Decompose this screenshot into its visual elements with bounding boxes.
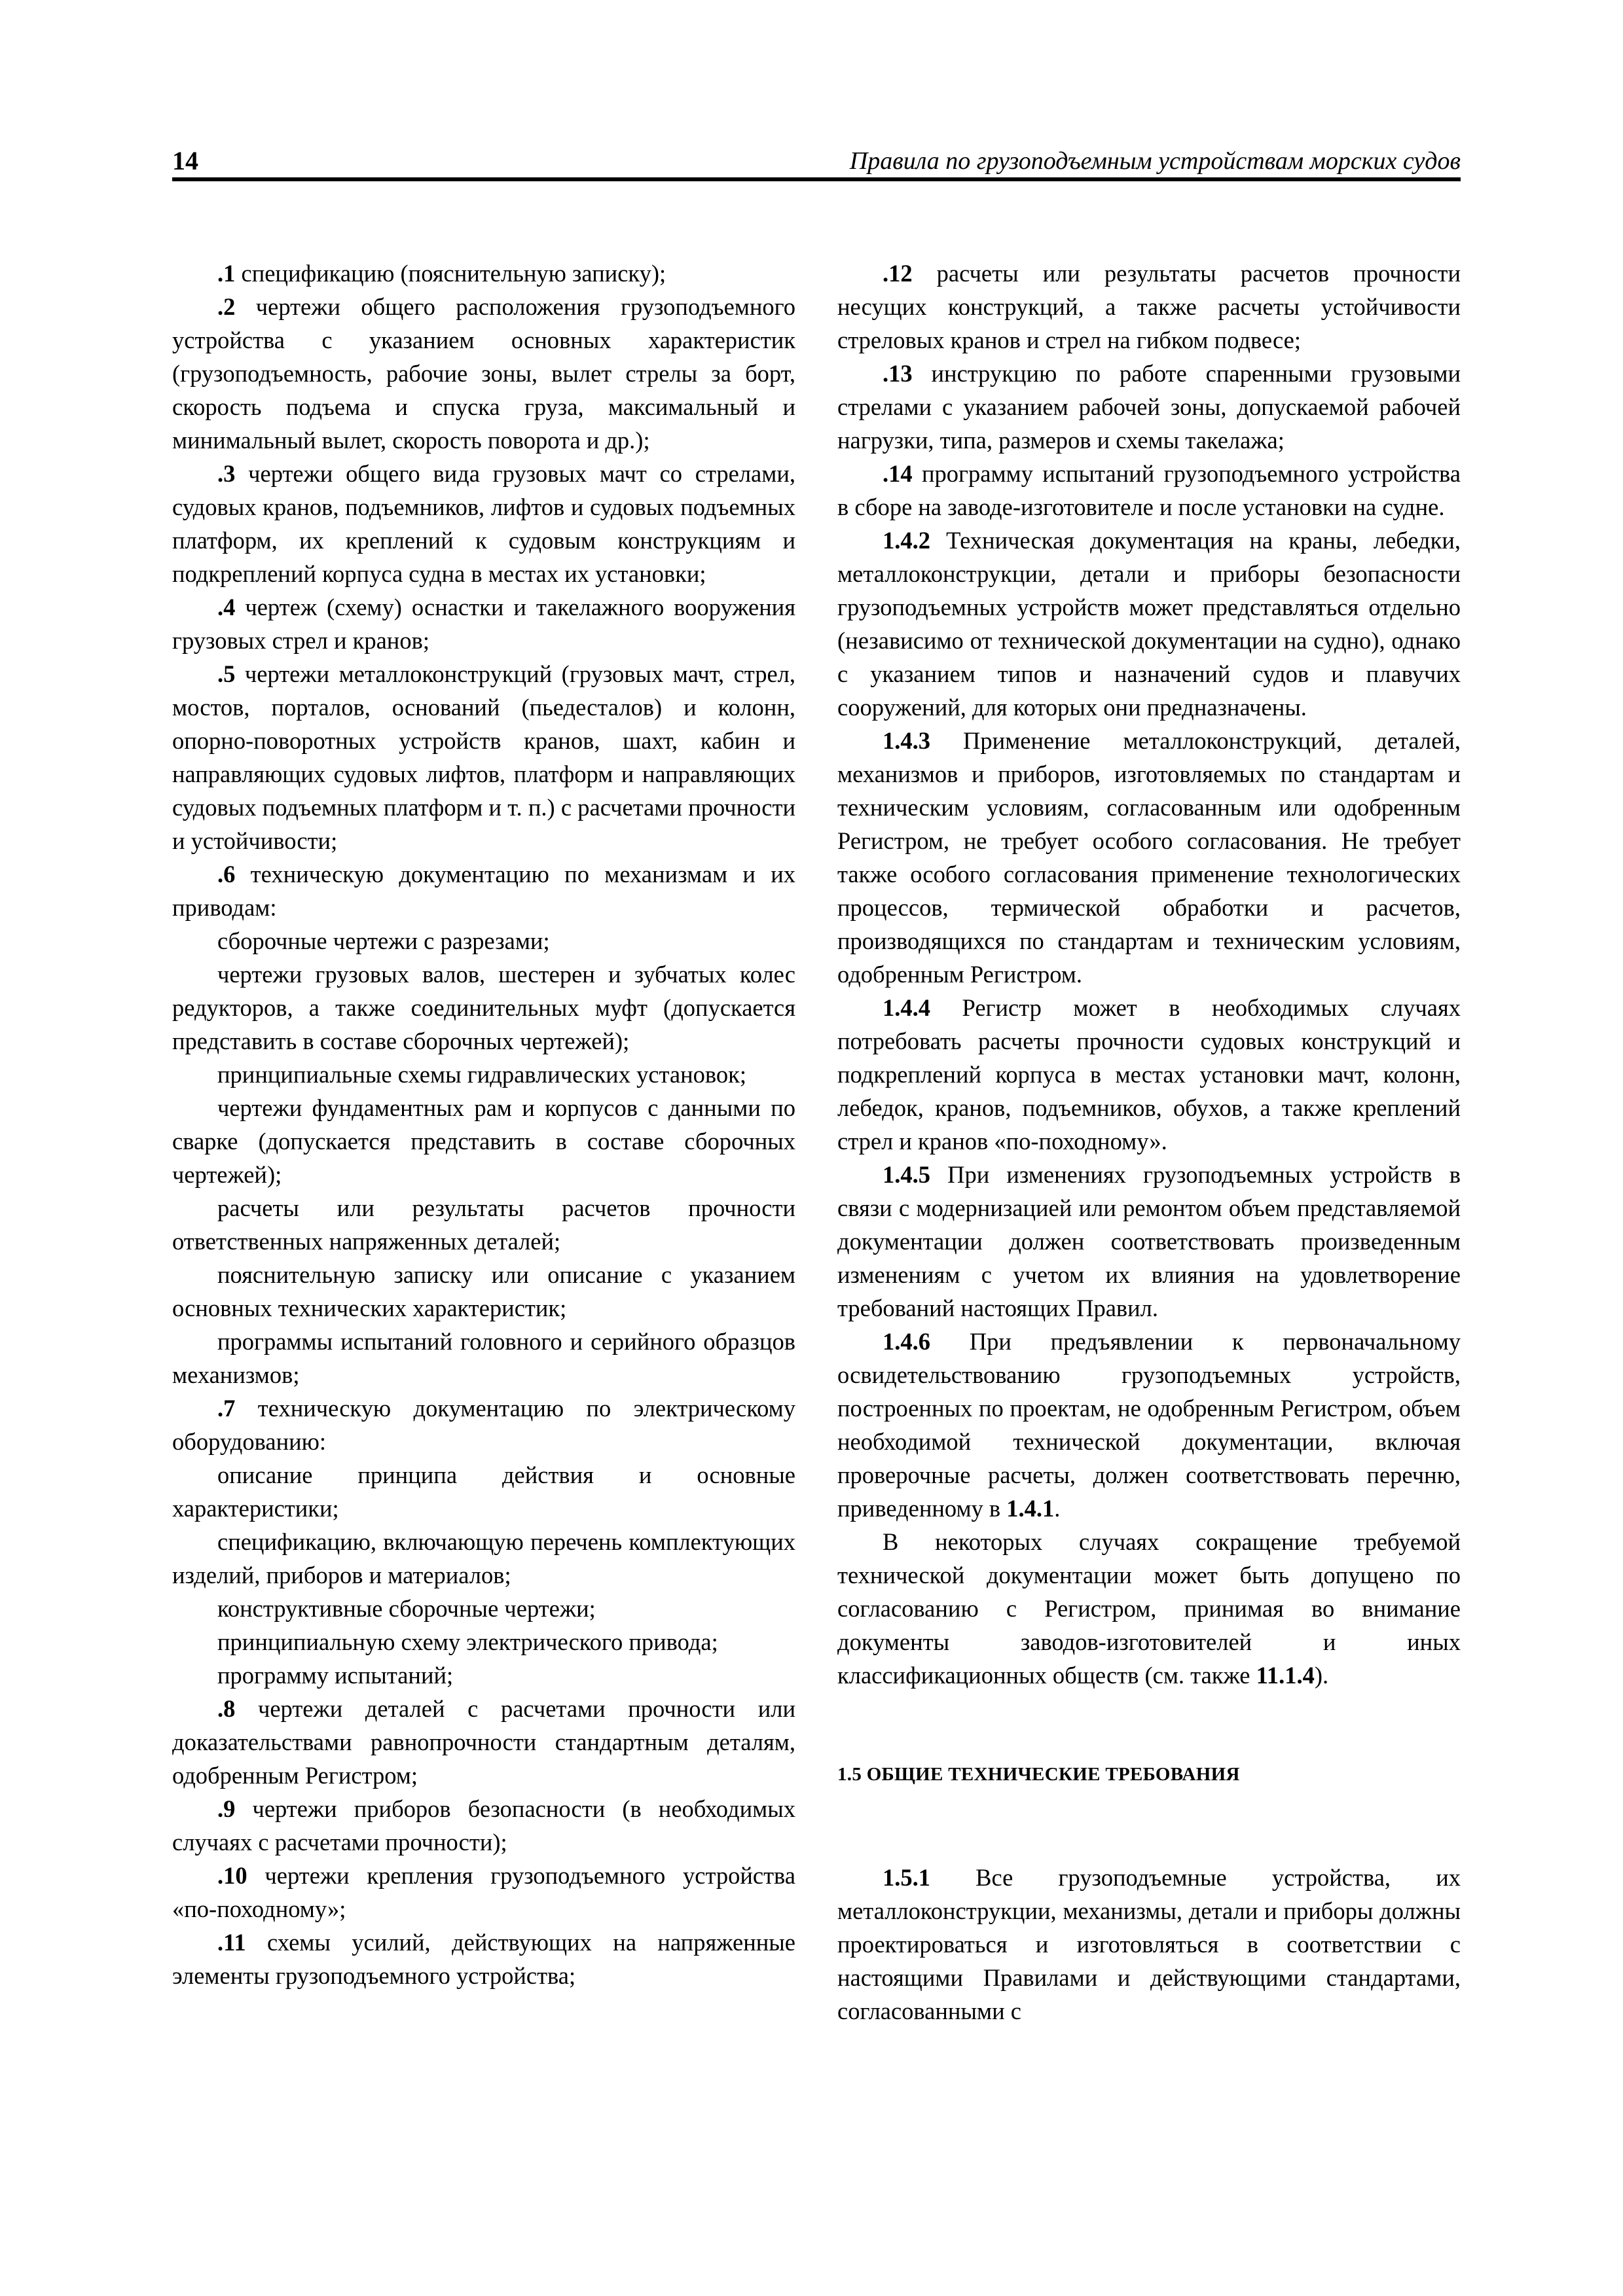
item-number: .11	[217, 1929, 246, 1956]
running-title: Правила по грузоподъемным устройствам морских судов	[849, 147, 1461, 175]
list-item	[172, 1659, 795, 1692]
list-item	[172, 1091, 795, 1191]
item-text: чертежи крепления грузоподъемного устройства «по-походному»;	[172, 1862, 795, 1922]
item-text: чертежи грузовых валов, шестерен и зубчатых колес редукторов, а также соединительных муфт (допускается представить в составе сборочных чертежей);	[172, 961, 795, 1054]
item-text: Техническая документация на краны, лебедки, металлоконструкции, детали и приборы безопасности грузоподъемных устройств может представляться отдельно (независимо от технической документации на судно), однако с указанием типов и назначений судов и плавучих сооружений, для которых они предназначены.	[837, 527, 1461, 721]
item-number: 1.4.4	[883, 994, 930, 1021]
item-number: .6	[217, 861, 236, 888]
cross-reference: 1.4.1	[1006, 1495, 1055, 1522]
list-item	[172, 657, 795, 857]
list-item	[837, 1325, 1461, 1525]
list-item	[172, 958, 795, 1058]
item-number: .3	[217, 460, 236, 487]
cross-reference: 11.1.4	[1256, 1662, 1315, 1689]
item-number: .2	[217, 293, 236, 320]
item-text: техническую документацию по механизмам и их приводам:	[172, 861, 795, 921]
item-text: расчеты или результаты расчетов прочности несущих конструкций, а также расчеты устойчивости стреловых кранов и стрел на гибком подвесе;	[837, 260, 1461, 353]
item-text: конструктивные сборочные чертежи;	[217, 1595, 596, 1622]
item-text: описание принципа действия и основные характеристики;	[172, 1462, 795, 1522]
item-text: программу испытаний грузоподъемного устройства в сборе на заводе-изготовителе и после установки на судне.	[837, 460, 1461, 520]
list-item	[172, 290, 795, 457]
left-column	[172, 257, 795, 1992]
item-number: .1	[217, 260, 236, 287]
list-item	[837, 1525, 1461, 1692]
item-number: .10	[217, 1862, 247, 1889]
item-number: .8	[217, 1695, 236, 1722]
item-number: 1.4.2	[883, 527, 930, 554]
item-text: При изменениях грузоподъемных устройств в связи с модернизацией или ремонтом объем представляемой документации должен соответствовать произведенным изменениям с учетом их влияния на удовлетворение требований настоящих Правил.	[837, 1161, 1461, 1321]
item-text: программы испытаний головного и серийного образцов механизмов;	[172, 1328, 795, 1388]
item-text: Применение металлоконструкций, деталей, механизмов и приборов, изготовляемых по стандартам и техническим условиям, согласованным или одобренным Регистром, не требует особого согласования. Не требует также особого согласования применение технологических процессов, термической обработки и расчетов, производящихся по стандартам и техническим условиям, одобренным Регистром.	[837, 727, 1461, 988]
item-text: инструкцию по работе спаренными грузовыми стрелами с указанием рабочей зоны, допускаемой рабочей нагрузки, типа, размеров и схемы такелажа;	[837, 360, 1461, 454]
item-number: .7	[217, 1395, 236, 1422]
item-number: .4	[217, 594, 236, 620]
item-number: .14	[883, 460, 913, 487]
section-paragraph	[837, 1861, 1461, 2028]
item-text: схемы усилий, действующих на напряженные элементы грузоподъемного устройства;	[172, 1929, 795, 1989]
paragraph-number: 1.5.1	[883, 1864, 930, 1891]
list-item	[172, 1191, 795, 1258]
item-text: чертеж (схему) оснастки и такелажного вооружения грузовых стрел и кранов;	[172, 594, 795, 654]
item-number: 1.4.5	[883, 1161, 930, 1188]
right-column	[837, 257, 1461, 2028]
list-item	[172, 257, 795, 290]
list-item	[172, 1525, 795, 1592]
item-number: .13	[883, 360, 913, 387]
item-number: .9	[217, 1795, 236, 1822]
list-item	[172, 1625, 795, 1659]
page-number: 14	[172, 146, 198, 175]
list-item	[172, 1058, 795, 1091]
item-text: При предъявлении к первоначальному освидетельствованию грузоподъемных устройств, построенных по проектам, не одобренным Регистром, объем необходимой технической документации, включая проверочные расчеты, должен соответствовать перечню, приведенному в	[837, 1328, 1461, 1522]
list-item	[837, 257, 1461, 357]
list-item	[837, 724, 1461, 991]
list-item	[172, 857, 795, 924]
item-text-tail: .	[1054, 1495, 1061, 1522]
list-item	[172, 1692, 795, 1792]
list-item	[837, 524, 1461, 724]
item-number: .5	[217, 660, 236, 687]
item-text: пояснительную записку или описание с указанием основных технических характеристик;	[172, 1261, 795, 1321]
list-item	[172, 1926, 795, 1992]
list-item	[172, 590, 795, 657]
item-text: техническую документацию по электрическому оборудованию:	[172, 1395, 795, 1455]
item-text: программу испытаний;	[217, 1662, 454, 1689]
item-text: В некоторых случаях сокращение требуемой технической документации может быть допущено по согласованию с Регистром, принимая во внимание документы заводов-изготовителей и иных классификационных обществ (см. также	[837, 1528, 1461, 1689]
item-text: расчеты или результаты расчетов прочности ответственных напряженных деталей;	[172, 1194, 795, 1255]
item-text: принципиальные схемы гидравлических установок;	[217, 1061, 747, 1088]
item-text: чертежи фундаментных рам и корпусов с данными по сварке (допускается представить в составе сборочных чертежей);	[172, 1094, 795, 1188]
list-item	[172, 924, 795, 958]
right-column-items	[837, 257, 1461, 1692]
list-item	[172, 1258, 795, 1325]
header-rule	[172, 177, 1461, 181]
list-item	[837, 357, 1461, 457]
item-number: .12	[883, 260, 913, 287]
item-text: принципиальную схему электрического привода;	[217, 1628, 718, 1655]
list-item	[172, 1325, 795, 1391]
list-item	[172, 1859, 795, 1926]
item-text: Регистр может в необходимых случаях потребовать расчеты прочности судовых конструкций и подкреплений корпуса в местах установки мачт, колонн, лебедок, кранов, подъемников, обухов, а также креплений стрел и кранов «по-походному».	[837, 994, 1461, 1155]
item-number: 1.4.6	[883, 1328, 930, 1355]
list-item	[837, 1158, 1461, 1325]
list-item	[837, 991, 1461, 1158]
item-text-tail: ).	[1314, 1662, 1329, 1689]
list-item	[837, 457, 1461, 524]
item-text: чертежи общего вида грузовых мачт со стрелами, судовых кранов, подъемников, лифтов и судовых подъемных платформ, их креплений к судовым конструкциям и подкреплений корпуса судна в местах их установки;	[172, 460, 795, 587]
section-title: 1.5 ОБЩИЕ ТЕХНИЧЕСКИЕ ТРЕБОВАНИЯ	[837, 1764, 1240, 1785]
item-number: 1.4.3	[883, 727, 930, 754]
list-item	[172, 1391, 795, 1458]
list-item	[172, 1458, 795, 1525]
item-text: сборочные чертежи с разрезами;	[217, 927, 550, 954]
paragraph-text: Все грузоподъемные устройства, их металлоконструкции, механизмы, детали и приборы должны проектироваться и изготовляться в соответствии с настоящими Правилами и действующими стандартами, согласованными с	[837, 1864, 1461, 2024]
list-item	[172, 457, 795, 590]
item-text: чертежи общего расположения грузоподъемного устройства с указанием основных характеристик (грузоподъемность, рабочие зоны, вылет стрелы за борт, скорость подъема и спуска груза, максимальный и минимальный вылет, скорость поворота и др.);	[172, 293, 795, 454]
list-item	[172, 1592, 795, 1625]
item-text: чертежи приборов безопасности (в необходимых случаях с расчетами прочности);	[172, 1795, 795, 1856]
item-text: спецификацию (пояснительную записку);	[235, 260, 666, 287]
item-text: чертежи деталей с расчетами прочности или доказательствами равнопрочности стандартным деталям, одобренным Регистром;	[172, 1695, 795, 1789]
list-item	[172, 1792, 795, 1859]
item-text: чертежи металлоконструкций (грузовых мачт, стрел, мостов, порталов, оснований (пьедесталов) и колонн, опорно-поворотных устройств кранов, шахт, кабин и направляющих судовых лифтов, платформ и направляющих судовых подъемных платформ и т. п.) с расчетами прочности и устойчивости;	[172, 660, 795, 854]
item-text: спецификацию, включающую перечень комплектующих изделий, приборов и материалов;	[172, 1528, 795, 1588]
